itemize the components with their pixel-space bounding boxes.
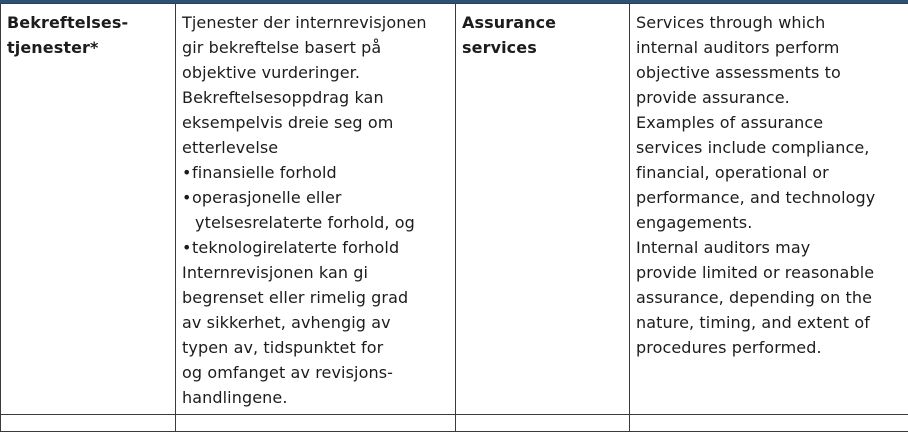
- definition-line: performance, and technology: [636, 185, 902, 210]
- norwegian-term: Bekreftelses- tjenester: [7, 13, 128, 57]
- bullet-item: •teknologirelaterte forhold: [182, 235, 449, 260]
- glossary-table: [0, 3, 908, 432]
- bullet-item: •finansielle forhold: [182, 160, 449, 185]
- definition-line: objective assessments to: [636, 60, 902, 85]
- definition-line: Services through which: [636, 10, 902, 35]
- definition-line: Tjenester der internrevisjonen: [182, 10, 449, 35]
- definition-line: Internrevisjonen kan gi: [182, 260, 449, 285]
- norwegian-definition-cell: [176, 4, 456, 415]
- bullet-item: ytelsesrelaterte forhold, og: [182, 210, 449, 235]
- footnote-asterisk: *: [90, 38, 98, 57]
- definition-line: provide assurance.: [636, 85, 902, 110]
- definition-line: nature, timing, and extent of: [636, 310, 902, 335]
- definition-line: etterlevelse: [182, 135, 449, 160]
- definition-line: og omfanget av revisjons-: [182, 360, 449, 385]
- definition-line: internal auditors perform: [636, 35, 902, 60]
- bullet-marker: •: [182, 185, 192, 210]
- definition-line: services include compliance,: [636, 135, 902, 160]
- definition-line: typen av, tidspunktet for: [182, 335, 449, 360]
- english-term-cell: [456, 4, 630, 415]
- bullet-marker: •: [182, 160, 192, 185]
- definition-line: av sikkerhet, avhengig av: [182, 310, 449, 335]
- definition-line: eksempelvis dreie seg om: [182, 110, 449, 135]
- norwegian-term-cell: [1, 4, 176, 415]
- definition-line: financial, operational or: [636, 160, 902, 185]
- definition-line: Examples of assurance: [636, 110, 902, 135]
- next-row-stub: [1, 415, 908, 432]
- definition-line: gir bekreftelse basert på: [182, 35, 449, 60]
- definition-line: assurance, depending on the: [636, 285, 902, 310]
- definition-line: Internal auditors may: [636, 235, 902, 260]
- definition-line: provide limited or reasonable: [636, 260, 902, 285]
- definition-line: Bekreftelsesoppdrag kan: [182, 85, 449, 110]
- english-definition-cell: [630, 4, 908, 415]
- definition-line: begrenset eller rimelig grad: [182, 285, 449, 310]
- english-term: Assurance services: [462, 13, 556, 57]
- definition-line: handlingene.: [182, 385, 449, 410]
- definition-line: engagements.: [636, 210, 902, 235]
- table-row: [1, 4, 908, 415]
- bullet-item: •operasjonelle eller: [182, 185, 449, 210]
- definition-line: objektive vurderinger.: [182, 60, 449, 85]
- definition-line: procedures performed.: [636, 335, 902, 360]
- bullet-marker: •: [182, 235, 192, 260]
